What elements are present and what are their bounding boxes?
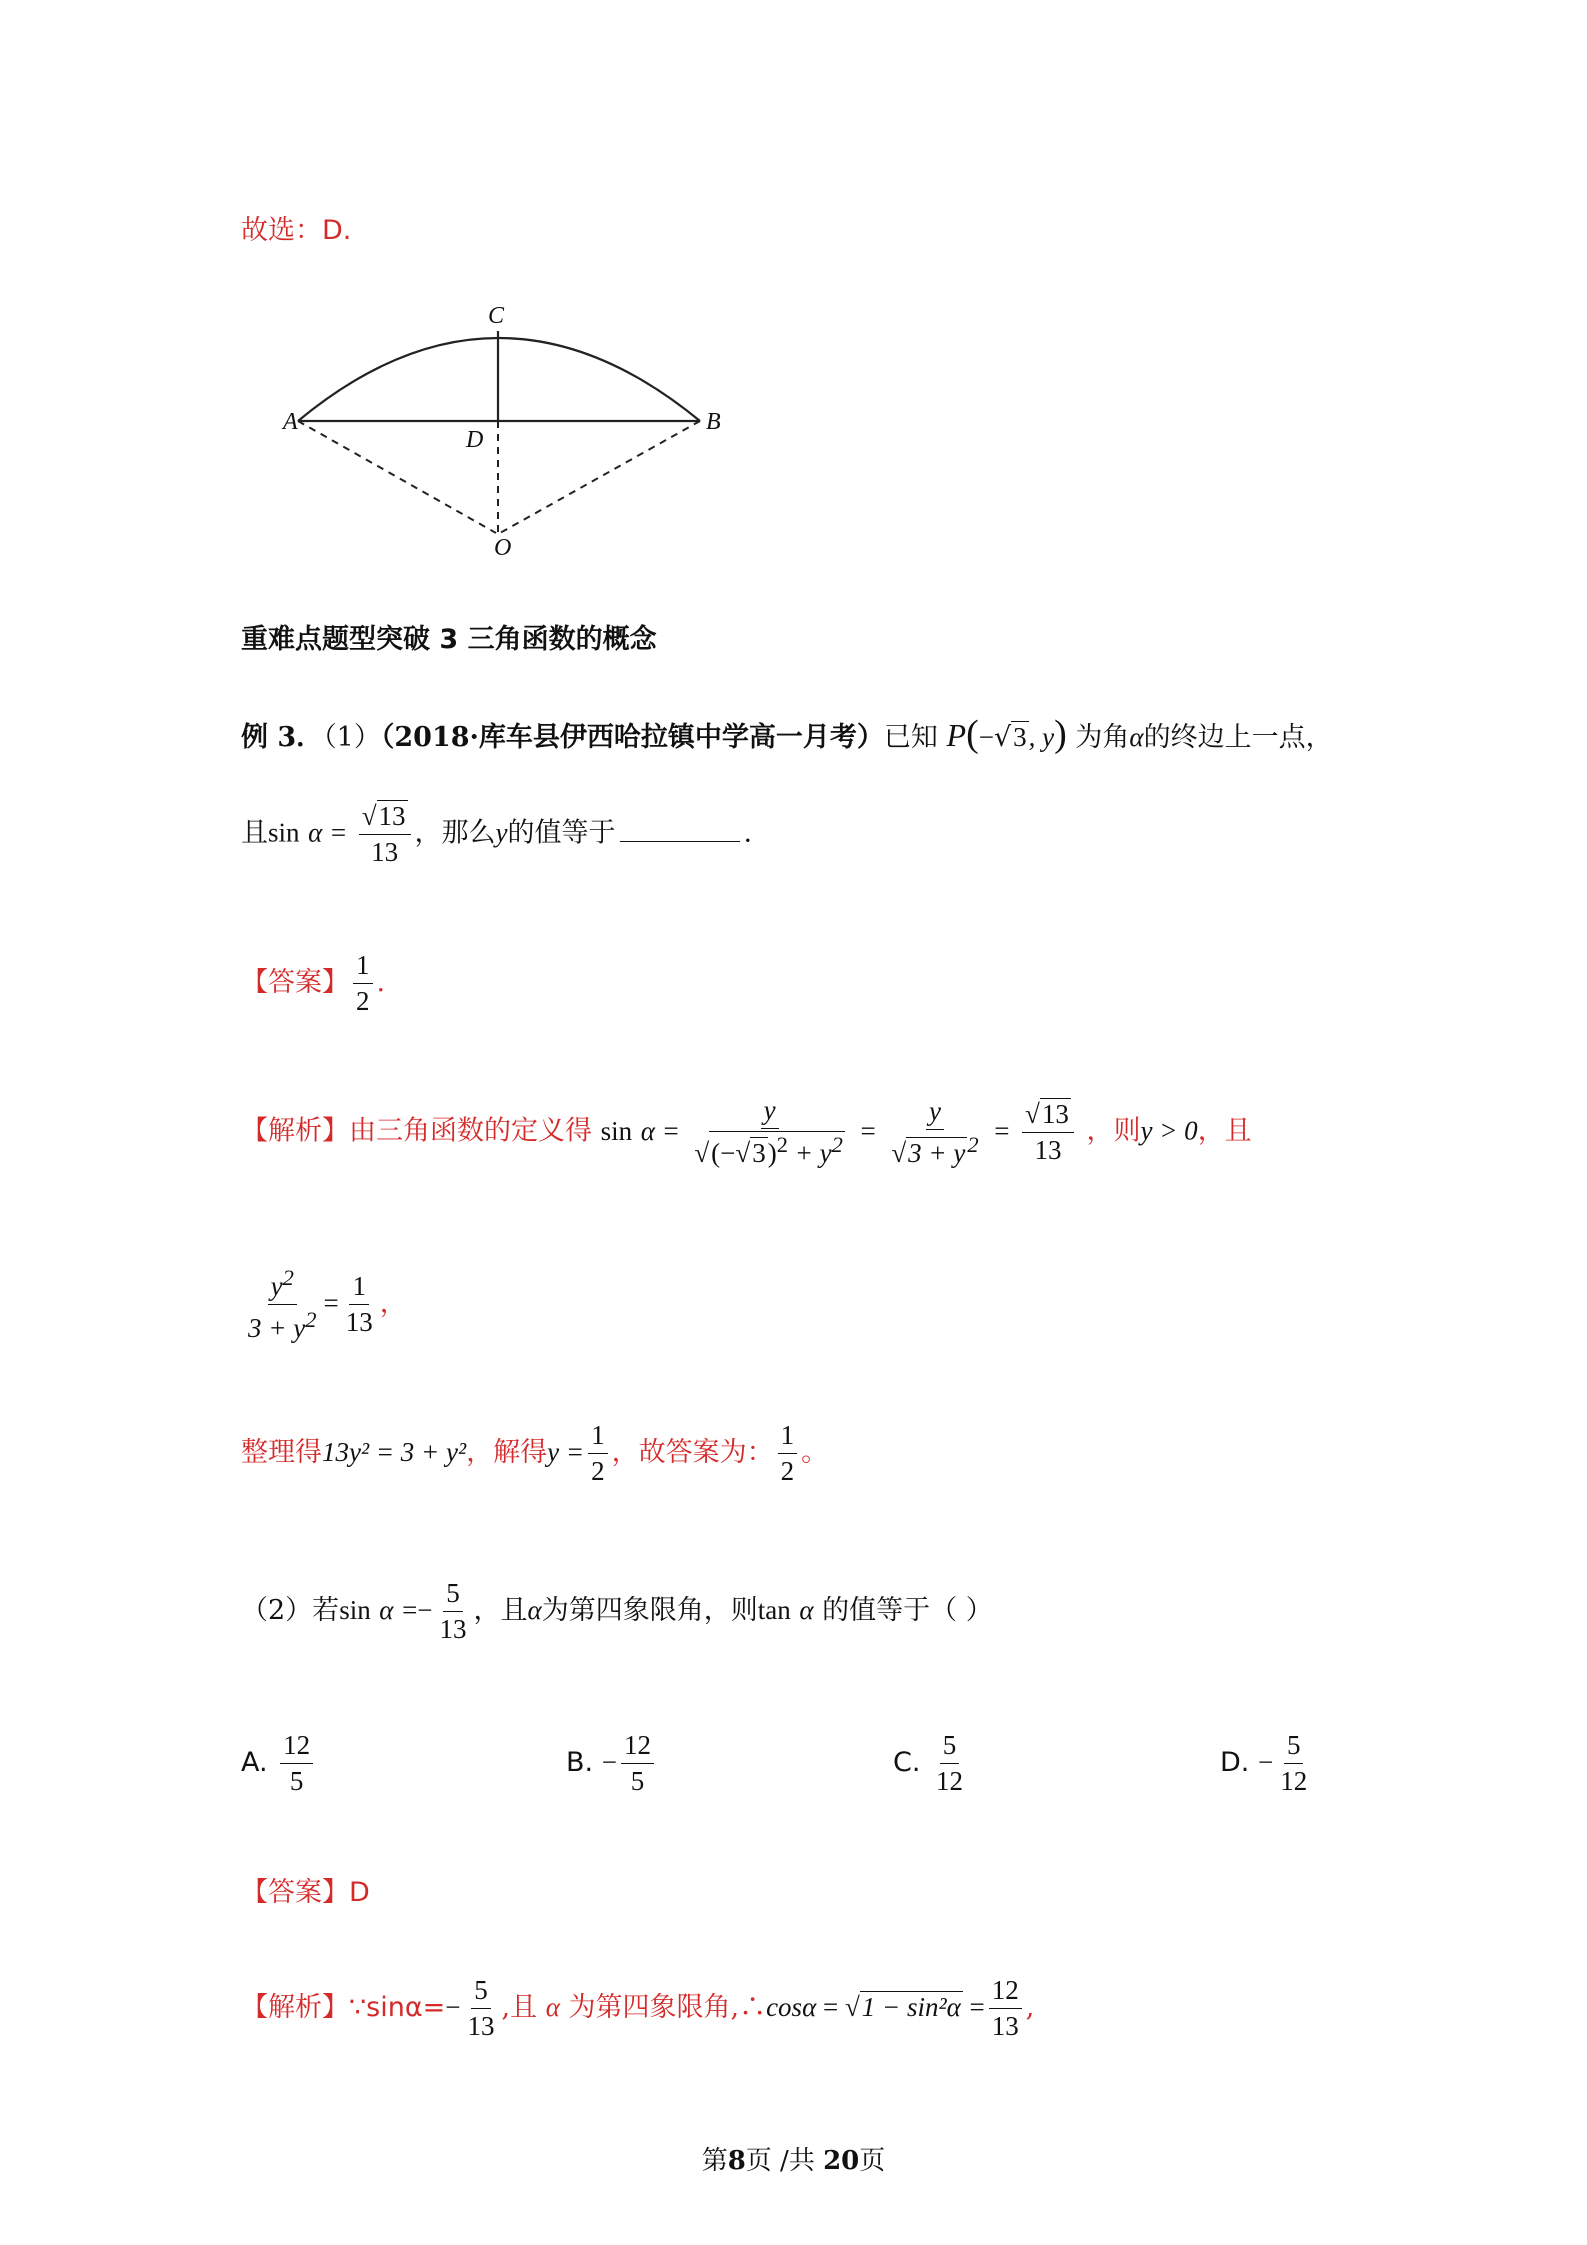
part2-num: 5 bbox=[471, 1975, 491, 2009]
sqrt-13: 13 bbox=[1041, 1099, 1069, 1129]
coord-rest: , y bbox=[1028, 722, 1055, 752]
line2-c: 的值等于 bbox=[507, 817, 616, 849]
label-a: A bbox=[283, 409, 298, 435]
option-letter: B. bbox=[566, 1747, 594, 1779]
answer-tag: 【答案】 bbox=[241, 967, 349, 999]
equals: = bbox=[330, 817, 347, 848]
stem-b: 为角 bbox=[1075, 722, 1130, 753]
answer-num: 1 bbox=[588, 1420, 608, 1454]
simplify-end: 。 bbox=[801, 1437, 829, 1469]
analysis2-res-den: 13 bbox=[991, 2011, 1019, 2042]
option-num: 12 bbox=[621, 1730, 654, 1764]
alpha-symbol: α bbox=[640, 1115, 655, 1146]
option-letter: C. bbox=[893, 1747, 921, 1779]
simplify-c: ，故答案为： bbox=[611, 1437, 774, 1469]
analysis2-a: ∵sinα= bbox=[349, 1992, 446, 2024]
option-b[interactable] bbox=[566, 1730, 658, 1797]
sin-label: sin bbox=[339, 1595, 371, 1626]
answer-tag: 【答案】 bbox=[241, 1877, 349, 1908]
option-fraction bbox=[1277, 1730, 1310, 1797]
previous-conclusion: 故选：D. bbox=[241, 215, 352, 246]
part1-index: （1） bbox=[323, 722, 381, 753]
option-sign: − bbox=[601, 1747, 617, 1778]
option-den: 12 bbox=[936, 1766, 964, 1797]
analysis2: 【解析】∵sinα=− $\frac{5}{13}$ ,且 α 为第四象限角,∴cosα = √1 − sin²α = $\frac{12}{13}$ , bbox=[241, 1975, 1035, 2042]
analysis2-result bbox=[989, 1975, 1022, 2042]
option-letter: D. bbox=[1220, 1747, 1250, 1779]
answer-num: 1 bbox=[353, 950, 373, 984]
eq2-lhs: $\frac{y^2}{3 + y^2}$ bbox=[248, 1265, 317, 1344]
answer-den: 2 bbox=[356, 986, 370, 1017]
option-c[interactable] bbox=[893, 1730, 970, 1797]
alpha-symbol: α bbox=[308, 817, 323, 848]
part2-question: （2）若sin α =− $\frac{5}{13}$ ，且α为第四象限角，则tan α 的值等于（ ） bbox=[241, 1578, 993, 1645]
option-a[interactable] bbox=[241, 1730, 317, 1797]
simplify-y: y = bbox=[547, 1437, 585, 1468]
option-fraction bbox=[621, 1730, 654, 1797]
option-num: 5 bbox=[1284, 1730, 1304, 1764]
line2-a: 且 bbox=[241, 817, 268, 849]
simplify-b: ，解得 bbox=[466, 1437, 548, 1469]
eq2-rhs bbox=[343, 1271, 376, 1338]
den-13: 13 bbox=[371, 837, 399, 868]
an-y: y bbox=[761, 1095, 779, 1129]
footer-total-pages: 20 bbox=[823, 2146, 860, 2176]
an-inner: 3 bbox=[752, 1138, 766, 1169]
an-y: y bbox=[926, 1096, 944, 1130]
sin-label: sin bbox=[268, 817, 300, 848]
analysis-fraction-1: $\frac{y}{√(-√3)^2 + y^2}$ bbox=[694, 1095, 843, 1169]
simplify-a: 整理得 bbox=[241, 1437, 322, 1469]
analysis2-res-num: 12 bbox=[989, 1975, 1022, 2009]
footer-suffix: 页 bbox=[859, 2146, 886, 2176]
part2-d: 的值等于（ ） bbox=[822, 1595, 993, 1627]
answer2 bbox=[241, 1870, 370, 1909]
analysis2-fraction bbox=[465, 1975, 498, 2042]
alpha-symbol: α bbox=[1129, 722, 1144, 752]
coord-root: 3 bbox=[1013, 722, 1027, 752]
part2-num: 5 bbox=[443, 1578, 463, 1612]
analysis2-root: 1 − sin²α bbox=[861, 1992, 961, 2023]
analysis-fraction-3: $\frac{√13}{13}$ bbox=[1022, 1098, 1074, 1166]
analysis2-cos: cosα bbox=[766, 1992, 817, 2023]
eq2-rhs-den: 13 bbox=[345, 1307, 373, 1338]
stem-c: 的终边上一点， bbox=[1143, 722, 1333, 753]
analysis2-c: 为第四象限角,∴ bbox=[568, 1992, 767, 2024]
part2-c: 为第四象限角，则 bbox=[541, 1595, 758, 1627]
section-title: 重难点题型突破 3 三角函数的概念 bbox=[241, 624, 657, 655]
arc-figure bbox=[270, 295, 740, 575]
coord-minus: − bbox=[978, 722, 994, 752]
example-source: （2018·库车县伊西哈拉镇中学高一月考） bbox=[380, 722, 884, 753]
part2-den: 13 bbox=[467, 2011, 495, 2042]
part2-fraction bbox=[437, 1578, 470, 1645]
alpha-symbol: α bbox=[799, 1595, 814, 1626]
sin-value-fraction: $\frac{√13}{13}$ bbox=[359, 800, 411, 868]
line2-b: ，那么 bbox=[414, 817, 496, 849]
simplify-answer-fraction bbox=[778, 1420, 798, 1487]
simplify-fraction bbox=[588, 1420, 608, 1487]
an-then: ，则 bbox=[1086, 1115, 1141, 1147]
answer-value: D bbox=[349, 1877, 370, 1908]
part2-b: ，且 bbox=[473, 1595, 528, 1627]
answer-fraction bbox=[353, 950, 373, 1017]
option-num: 12 bbox=[280, 1730, 313, 1764]
stem-a: 已知 bbox=[883, 722, 938, 753]
analysis1-line3 bbox=[241, 1420, 828, 1487]
an-plus-y2: + y bbox=[794, 1138, 832, 1169]
part2-den: 13 bbox=[439, 1614, 467, 1645]
alpha-symbol: α bbox=[527, 1595, 542, 1626]
footer-mid: 页 /共 bbox=[745, 2146, 824, 2176]
an-condition: y > 0 bbox=[1140, 1115, 1198, 1146]
option-d[interactable] bbox=[1220, 1730, 1314, 1797]
an-3plus: 3 + y bbox=[908, 1137, 966, 1168]
den-13: 13 bbox=[1034, 1135, 1062, 1166]
option-den: 5 bbox=[630, 1766, 645, 1797]
simplify-equation: 13y² = 3 + y² bbox=[322, 1437, 467, 1468]
footer-prefix: 第 bbox=[701, 2146, 728, 2176]
option-den: 5 bbox=[289, 1766, 304, 1797]
analysis-fraction-2: $\frac{y}{√3 + y^2}$ bbox=[891, 1095, 979, 1168]
example3-line1: 例 3．（1）（2018·库车县伊西哈拉镇中学高一月考）已知 P(−√3, y) 为角α的终边上一点， bbox=[241, 713, 1333, 755]
analysis2-end: , bbox=[1025, 1992, 1035, 2024]
option-den: 12 bbox=[1280, 1766, 1308, 1797]
eq2-comma: ， bbox=[379, 1288, 407, 1320]
answer-den: 2 bbox=[780, 1456, 795, 1487]
radius-ob bbox=[500, 421, 700, 533]
var-y: y bbox=[495, 817, 508, 848]
option-num: 5 bbox=[940, 1730, 960, 1764]
eq2-rhs-num: 1 bbox=[349, 1271, 369, 1305]
analysis-tag: 【解析】 bbox=[241, 1992, 349, 2024]
analysis1-line1: 【解析】由三角函数的定义得 sin α = $\frac{y}{√(-√3)^2 + y^2}$ = $\frac{y}{√3 + y^2}$ = $\frac{√13}{13}$ ，则y > 0，且 bbox=[241, 1095, 1252, 1169]
analysis-tag: 【解析】 bbox=[241, 1115, 349, 1147]
sin-label: sin bbox=[600, 1115, 633, 1146]
alpha-symbol: α bbox=[545, 1992, 560, 2023]
option-fraction bbox=[280, 1730, 313, 1797]
eq2-num: y bbox=[270, 1271, 283, 1301]
analysis1-line2: $\frac{y^2}{3 + y^2}$ = $\frac{1}{13}$ ， bbox=[241, 1265, 407, 1344]
label-o: O bbox=[494, 535, 512, 561]
answer-dot: . bbox=[376, 967, 386, 999]
label-d: D bbox=[466, 427, 484, 453]
answer-den: 2 bbox=[591, 1456, 605, 1487]
an-and: ，且 bbox=[1197, 1115, 1252, 1147]
alpha-symbol: α bbox=[379, 1595, 394, 1626]
answer1 bbox=[241, 950, 385, 1017]
sqrt-13: 13 bbox=[378, 801, 406, 831]
page-footer bbox=[0, 2140, 1587, 2177]
option-sign: − bbox=[1257, 1747, 1274, 1778]
answer-blank bbox=[620, 841, 740, 842]
label-b: B bbox=[706, 409, 721, 435]
footer-page-number: 8 bbox=[727, 2146, 746, 2176]
example-label: 例 3． bbox=[241, 722, 324, 753]
tan-label: tan bbox=[757, 1595, 791, 1626]
option-fraction bbox=[933, 1730, 966, 1797]
analysis-text: 由三角函数的定义得 bbox=[349, 1115, 592, 1147]
answer-num: 1 bbox=[778, 1420, 798, 1454]
line2-end: . bbox=[743, 817, 753, 849]
part2-index: （2）若 bbox=[241, 1595, 340, 1627]
analysis2-b: ,且 bbox=[501, 1992, 538, 2024]
option-letter: A. bbox=[241, 1747, 268, 1779]
label-c: C bbox=[488, 303, 505, 329]
eq2-den: 3 + y bbox=[248, 1313, 306, 1344]
point-p: P bbox=[946, 717, 967, 753]
example3-line2 bbox=[241, 800, 752, 868]
